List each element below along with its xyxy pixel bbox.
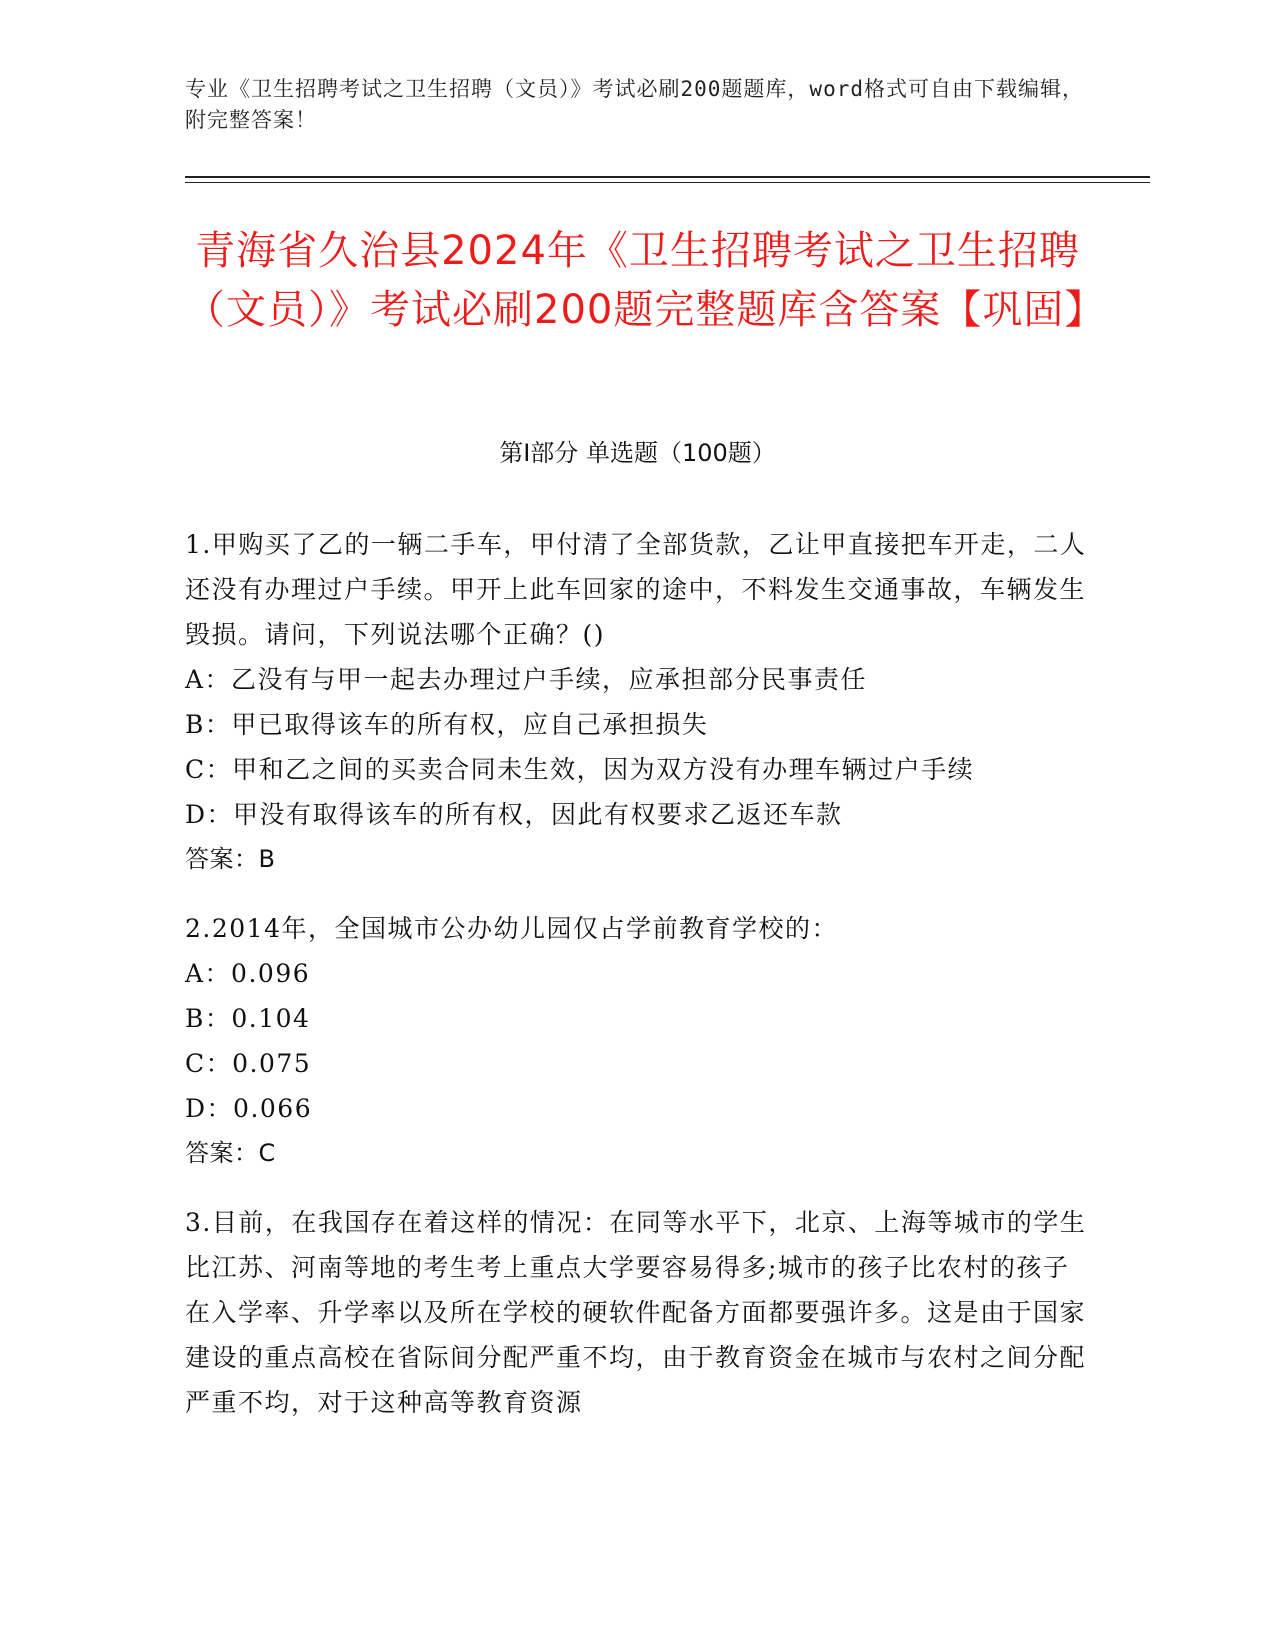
- header-note: 专业《卫生招聘考试之卫生招聘（文员）》考试必刷200题题库，word格式可自由下载编辑，附完整答案！: [185, 77, 1084, 132]
- option-c: C：甲和乙之间的买卖合同未生效，因为双方没有办理车辆过户手续: [185, 755, 975, 784]
- question-text: 3.目前，在我国存在着这样的情况：在同等水平下，北京、上海等城市的学生比江苏、河南等地的考生考上重点大学要容易得多;城市的孩子比农村的孩子在入学率、升学率以及所在学校的硬软件配备方面都要强许多。这是由于国家建设的重点高校在省际间分配严重不均，由于教育资金在城市与农村之间分配严重不均，对于这种高等教育资源: [185, 1208, 1087, 1417]
- answer: 答案：B: [185, 845, 276, 873]
- option-d: D：0.066: [185, 1094, 313, 1123]
- option-d: D：甲没有取得该车的所有权，因此有权要求乙返还车款: [185, 800, 843, 829]
- question-1: [185, 522, 1090, 882]
- option-a: A：乙没有与甲一起去办理过户手续，应承担部分民事责任: [185, 665, 868, 694]
- option-b: B：0.104: [185, 1004, 311, 1033]
- section-title: 第Ⅰ部分 单选题（100题）: [499, 439, 776, 467]
- header-divider-thin: [185, 182, 1150, 183]
- question-text: 1.甲购买了乙的一辆二手车，甲付清了全部货款，乙让甲直接把车开走，二人还没有办理过户手续。甲开上此车回家的途中，不料发生交通事故，车辆发生毁损。请问，下列说法哪个正确？(): [185, 530, 1087, 649]
- option-a: A：0.096: [185, 959, 311, 988]
- question-3: [185, 1200, 1090, 1425]
- question-text: 2.2014年，全国城市公办幼儿园仅占学前教育学校的：: [185, 914, 838, 943]
- answer: 答案：C: [185, 1139, 276, 1167]
- question-2: [185, 906, 1090, 1176]
- document-title: 青海省久治县2024年《卫生招聘考试之卫生招聘（文员）》考试必刷200题完整题库含答案【巩固】: [185, 228, 1106, 333]
- header-divider: [185, 176, 1150, 178]
- option-c: C：0.075: [185, 1049, 312, 1078]
- option-b: B：甲已取得该车的所有权，应自己承担损失: [185, 710, 709, 739]
